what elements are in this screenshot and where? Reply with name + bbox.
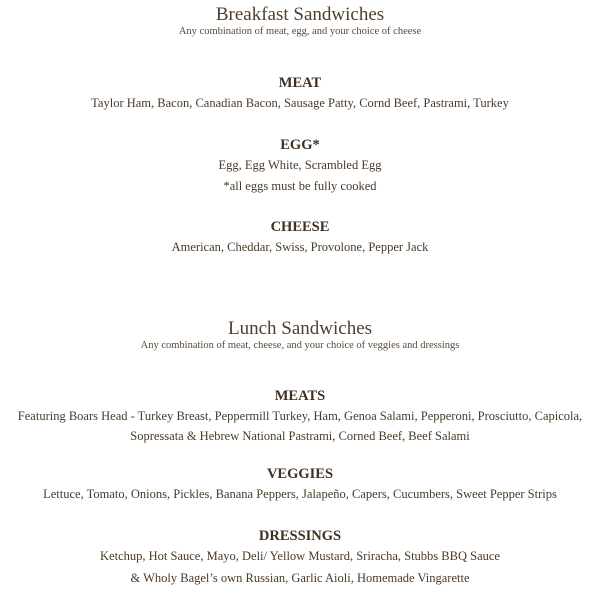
lunch-dressings-list-line-1: Ketchup, Hot Sauce, Mayo, Deli/ Yellow Mustard, Sriracha, Stubbs BBQ Sauce (100, 549, 500, 563)
lunch-title: Lunch Sandwiches (227, 318, 373, 339)
breakfast-egg-heading: EGG* (280, 137, 320, 153)
lunch-subtitle: Any combination of meat, cheese, and your choice of veggies and dressings (140, 340, 460, 351)
breakfast-egg-note: *all eggs must be fully cooked (223, 179, 377, 193)
breakfast-meat-list: Taylor Ham, Bacon, Canadian Bacon, Sausage Patty, Cornd Beef, Pastrami, Turkey (91, 96, 509, 110)
lunch-dressings-list-line-2: & Wholy Bagel’s own Russian, Garlic Aioli, Homemade Vingarette (130, 571, 470, 585)
lunch-veggies-heading: VEGGIES (266, 466, 334, 482)
breakfast-cheese-heading: CHEESE (270, 219, 330, 235)
lunch-meats-heading: MEATS (274, 388, 326, 404)
breakfast-subtitle: Any combination of meat, egg, and your choice of cheese (178, 26, 422, 37)
breakfast-meat-heading: MEAT (278, 75, 322, 91)
lunch-dressings-heading: DRESSINGS (258, 528, 342, 544)
lunch-veggies-list: Lettuce, Tomato, Onions, Pickles, Banana Peppers, Jalapeño, Capers, Cucumbers, Sweet Pepper Strips (43, 487, 557, 501)
breakfast-cheese-list: American, Cheddar, Swiss, Provolone, Pepper Jack (171, 240, 429, 254)
breakfast-title: Breakfast Sandwiches (215, 4, 385, 25)
lunch-meats-list-line-2: Sopressata & Hebrew National Pastrami, Corned Beef, Beef Salami (130, 429, 470, 443)
lunch-meats-list-line-1: Featuring Boars Head - Turkey Breast, Peppermill Turkey, Ham, Genoa Salami, Pepperoni, Prosciutto, Capicola, (17, 409, 583, 423)
breakfast-egg-list: Egg, Egg White, Scrambled Egg (218, 158, 382, 172)
